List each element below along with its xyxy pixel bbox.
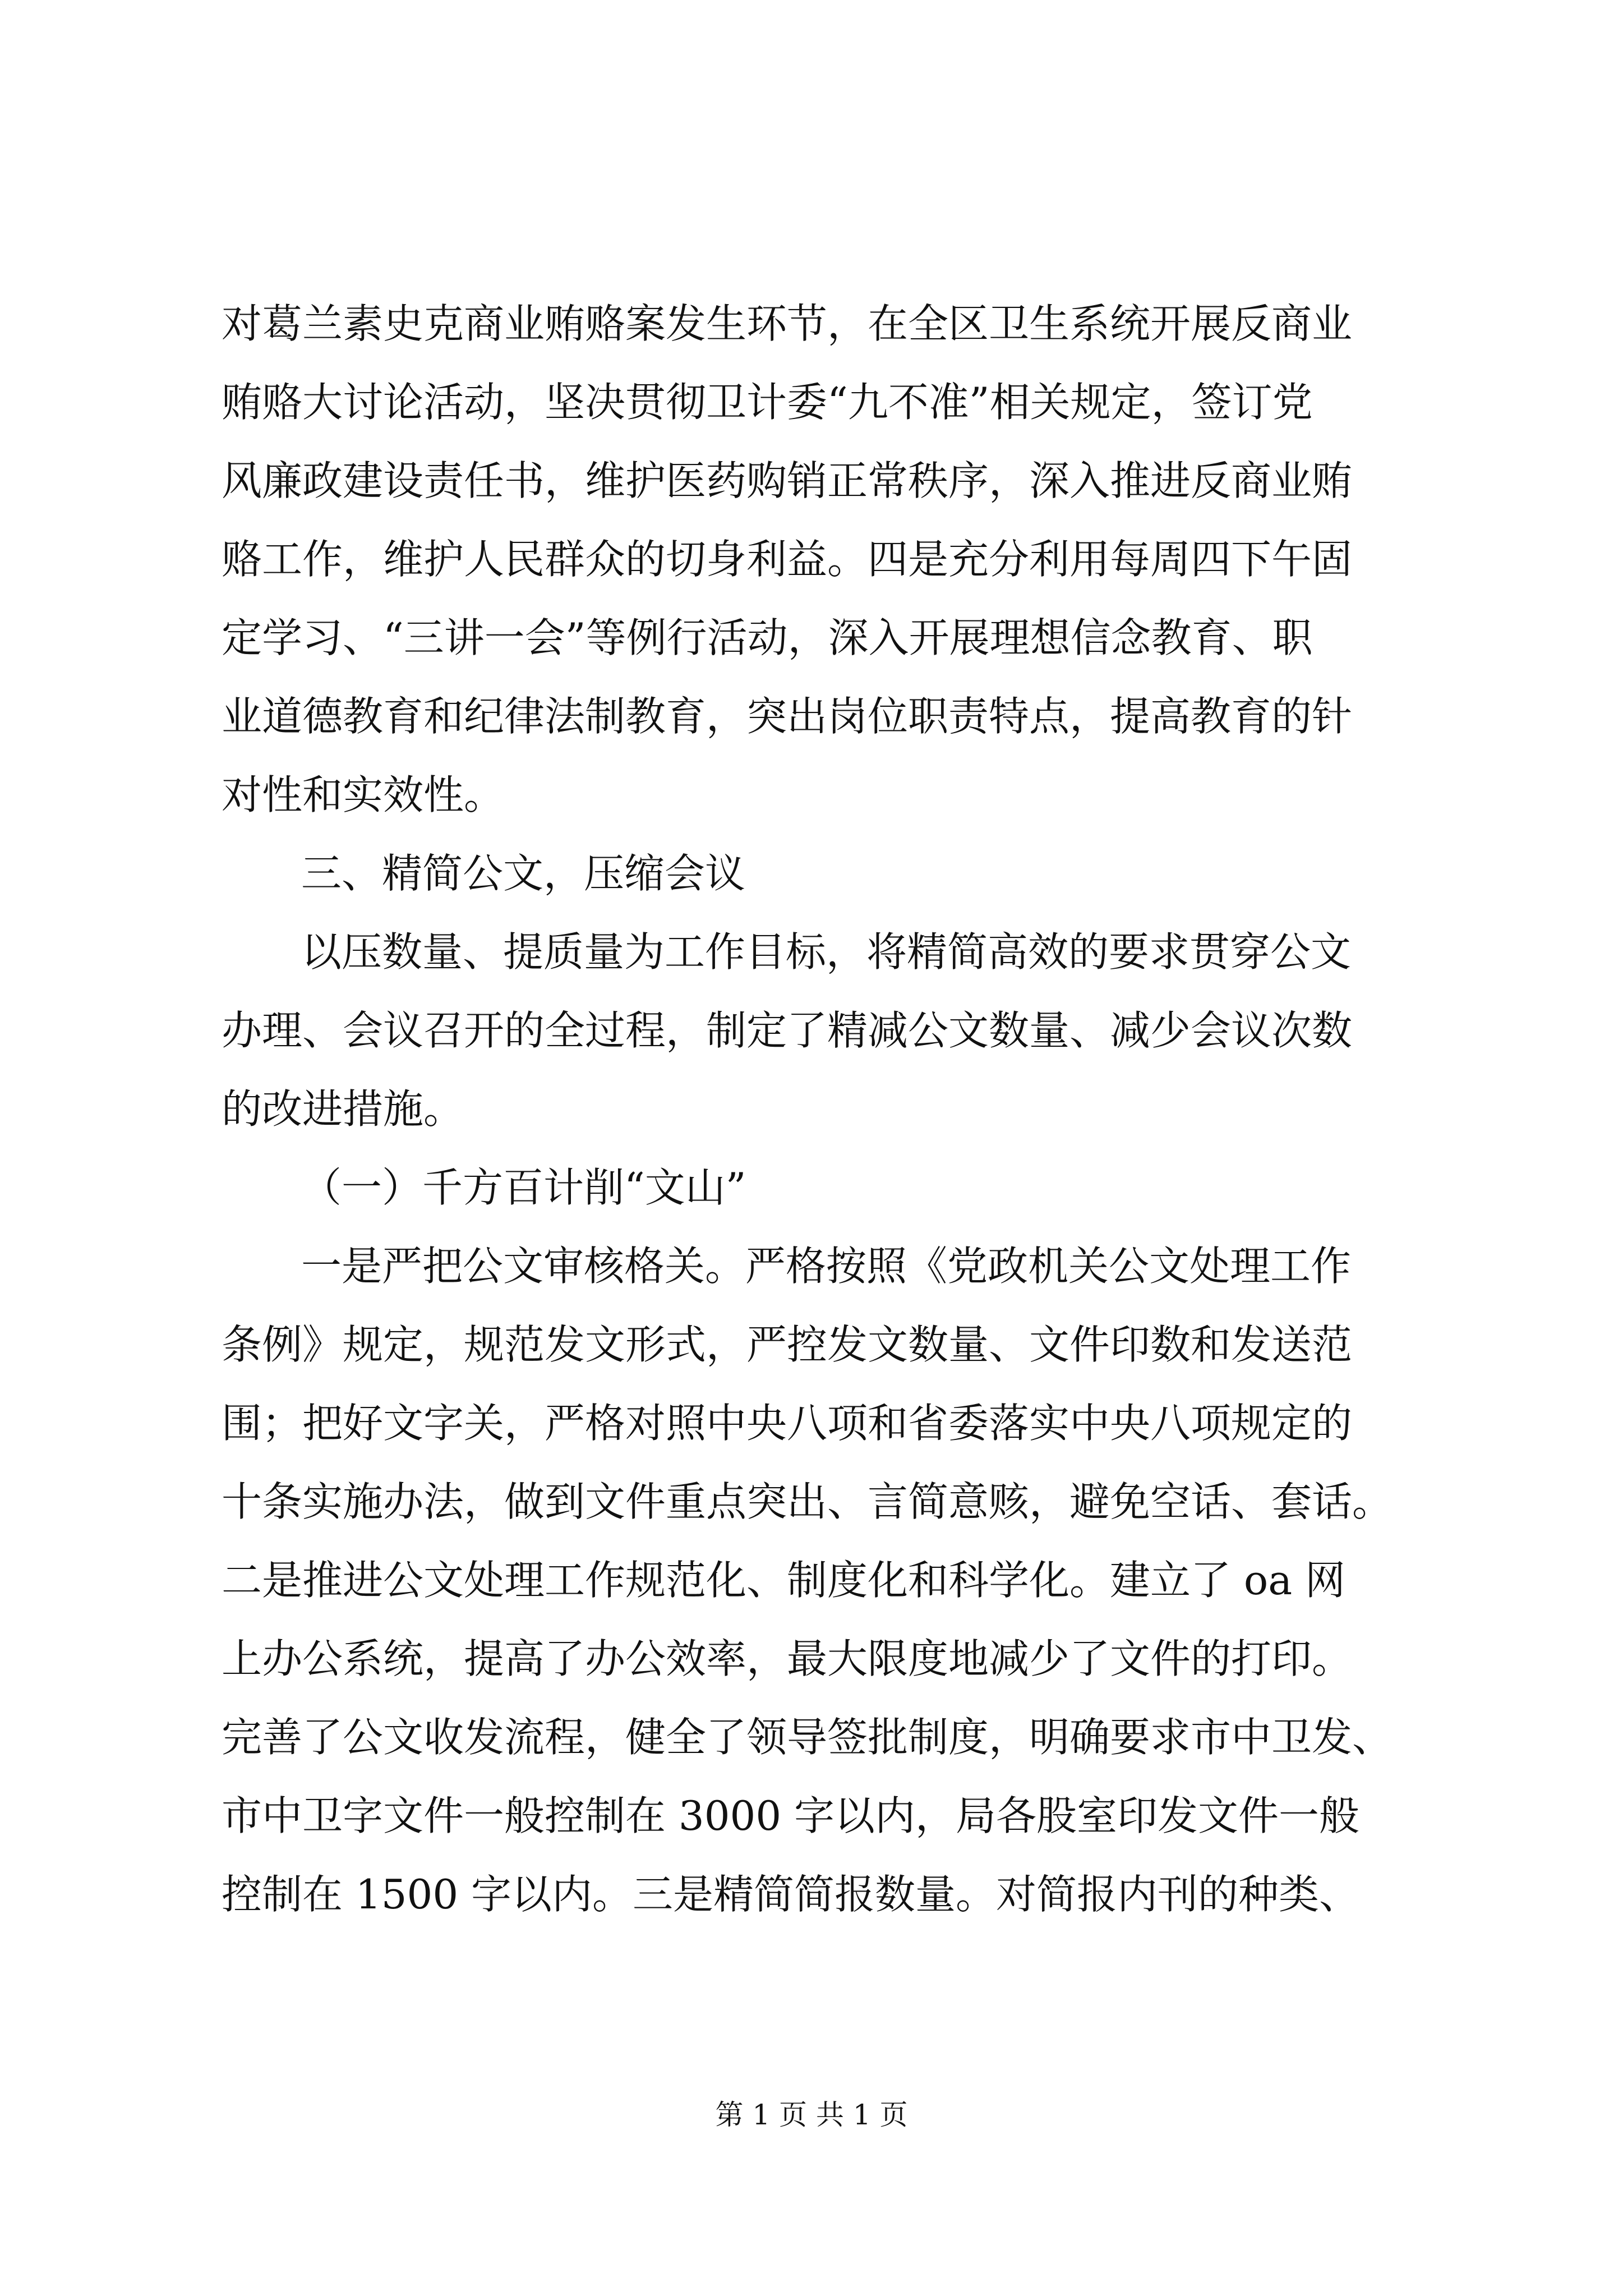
subsection-heading: （一）千方百计削“文山” <box>301 1164 746 1211</box>
page-footer: 第 1 页 共 1 页 <box>715 2099 908 2131</box>
body-line: 贿赂大讨论活动，坚决贯彻卫计委“九不准”相关规定，签订党 <box>222 379 1313 426</box>
section-heading: 三、精简公文，压缩会议 <box>301 850 746 897</box>
body-line: 条例》规定，规范发文形式，严控发文数量、文件印数和发送范 <box>222 1321 1353 1368</box>
body-line: 业道德教育和纪律法制教育，突出岗位职责特点，提高教育的针 <box>222 693 1353 740</box>
body-line: 围；把好文字关，严格对照中央八项和省委落实中央八项规定的 <box>222 1400 1353 1447</box>
body-line: 对葛兰素史克商业贿赂案发生环节，在全区卫生系统开展反商业 <box>222 300 1353 347</box>
body-line: 赂工作，维护人民群众的切身利益。四是充分利用每周四下午固 <box>222 536 1353 583</box>
body-line: 完善了公文收发流程，健全了领导签批制度，明确要求市中卫发、 <box>222 1714 1393 1761</box>
body-line: 控制在 1500 字以内。三是精简简报数量。对简报内刊的种类、 <box>222 1871 1360 1918</box>
body-line: 市中卫字文件一般控制在 3000 字以内，局各股室印发文件一般 <box>222 1792 1360 1839</box>
body-line: 定学习、“三讲一会”等例行活动，深入开展理想信念教育、职 <box>222 614 1313 661</box>
body-line: 十条实施办法，做到文件重点突出、言简意赅，避免空话、套话。 <box>222 1478 1393 1525</box>
body-line: 以压数量、提质量为工作目标，将精简高效的要求贯穿公文 <box>301 928 1352 976</box>
body-line: 对性和实效性。 <box>222 771 505 818</box>
body-line: 的改进措施。 <box>222 1085 464 1133</box>
body-line: 办理、会议召开的全过程，制定了精减公文数量、减少会议次数 <box>222 1007 1353 1054</box>
body-line: 风廉政建设责任书，维护医药购销正常秩序，深入推进反商业贿 <box>222 457 1353 504</box>
body-line: 上办公系统，提高了办公效率，最大限度地减少了文件的打印。 <box>222 1635 1353 1682</box>
body-line: 一是严把公文审核格关。严格按照《党政机关公文处理工作 <box>301 1243 1352 1290</box>
body-line: 二是推进公文处理工作规范化、制度化和科学化。建立了 oa 网 <box>222 1557 1346 1604</box>
